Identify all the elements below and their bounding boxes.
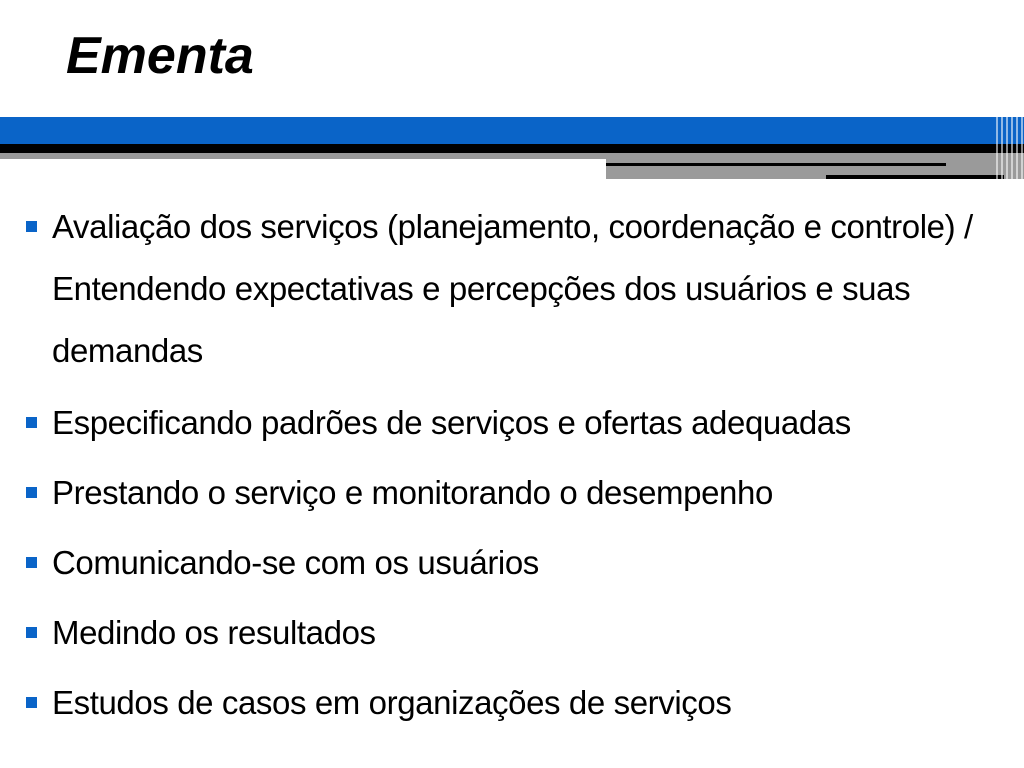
header-rule-line-short xyxy=(826,175,1004,179)
bullet-list xyxy=(26,196,986,742)
bullet-text: Medindo os resultados xyxy=(52,614,376,651)
bullet-item xyxy=(26,462,986,524)
square-bullet-icon xyxy=(26,487,37,498)
header-stripes-decoration xyxy=(996,117,1024,179)
bullet-item xyxy=(26,602,986,664)
bullet-text: Prestando o serviço e monitorando o desempenho xyxy=(52,474,773,511)
bullet-text: Especificando padrões de serviços e ofertas adequadas xyxy=(52,404,851,441)
bullet-text: Comunicando-se com os usuários xyxy=(52,544,539,581)
header-rule-line xyxy=(606,163,946,166)
square-bullet-icon xyxy=(26,417,37,428)
bullet-item xyxy=(26,196,986,382)
bullet-text: Avaliação dos serviços (planejamento, coordenação e controle) / Entendendo expectativas e percepções dos usuários e suas demandas xyxy=(52,208,973,369)
header-band-gray xyxy=(0,153,606,159)
slide-title: Ementa xyxy=(66,27,254,85)
bullet-item xyxy=(26,392,986,454)
header-band-blue xyxy=(0,117,1024,144)
bullet-item xyxy=(26,532,986,594)
bullet-item xyxy=(26,672,986,734)
bullet-text: Estudos de casos em organizações de serviços xyxy=(52,684,732,721)
square-bullet-icon xyxy=(26,697,37,708)
header-band-black xyxy=(0,144,1024,153)
square-bullet-icon xyxy=(26,557,37,568)
square-bullet-icon xyxy=(26,627,37,638)
square-bullet-icon xyxy=(26,221,37,232)
